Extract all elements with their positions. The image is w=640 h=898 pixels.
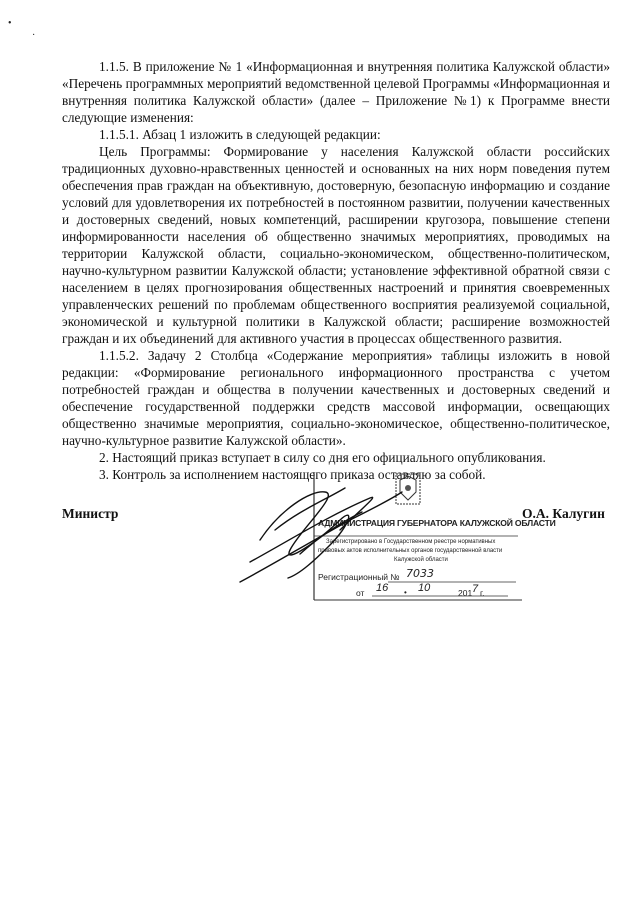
paragraph-1-1-5-2: 1.1.5.2. Задачу 2 Столбца «Содержание мероприятия» таблицы изложить в новой редакции: «Формирование регионального информационного пространства с учетом потребностей граждан и общества в получении качественных и достоверных сведений и обеспечение государственной поддержки средств массовой информации, освещающих общественно значимые мероприятия, социально-экономическое, общественно-политическое, научно-культурное развитие Калужской области». (62, 348, 610, 448)
stamp-date-year-prefix: 201 (458, 588, 473, 598)
paragraph-3-control: 3. Контроль за исполнением настоящего приказа оставляю за собой. (99, 467, 486, 482)
stamp-reg-label: Регистрационный № (318, 572, 400, 582)
scan-speck: · (32, 30, 36, 41)
paragraph-program-goal: Цель Программы: Формирование у населения Калужской области российских традиционных духовно-нравственных ценностей и основанных на них норм поведения путем обеспечения прав граждан на объективную, достоверную, безопасную информацию и создание условий для удовлетворения их потребностей в постоянном развитии, получении качественных и достоверных сведений, новых компетенций, расширении кругозора, повышение степени информированности населения об общественно значимых мероприятиях, проводимых на территории Калужской области, социально-экономическом, общественно-политическом, научно-культурном развитии Калужской области; установление эффективной обратной связи с населением в целях прогнозирования общественных настроений и принятия своевременных управленческих решений по проблемам общественного восприятия реализуемой социальной, экономической и культурной политики в Калужской области; расширение возможностей граждан и их объединений для активного участия в процессах общественного развития. (62, 144, 610, 346)
stamp-date-year-digit: 7 (472, 583, 479, 595)
handwritten-signature (230, 470, 410, 590)
signatory-position: Министр (62, 506, 119, 521)
paragraph-1-1-5-1: 1.1.5.1. Абзац 1 изложить в следующей редакции: (99, 127, 381, 142)
paragraph-1-1-5: 1.1.5. В приложение № 1 «Информационная и внутренняя политика Калужской области» «Перечень программных мероприятий ведомственной целевой Программы «Информационная и внутренняя политика Калужской области» (далее – Приложение №1) к Программе внести следующие изменения: (62, 59, 610, 125)
stamp-date-prefix: от (356, 588, 365, 598)
scan-speck: • (8, 18, 12, 29)
stamp-date-separator: • (404, 588, 407, 597)
stamp-line-1: Зарегистрировано в Государственном реестре нормативных (326, 539, 496, 545)
stamp-date-month: 10 (418, 582, 431, 594)
stamp-date-day: 16 (376, 582, 389, 594)
stamp-reg-number: 7033 (406, 567, 434, 580)
stamp-line-2: правовых актов исполнительных органов государственной власти (318, 548, 503, 554)
stamp-date-suffix: г. (480, 588, 485, 598)
stamp-header: АДМИНИСТРАЦИЯ ГУБЕРНАТОРА КАЛУЖСКОЙ ОБЛАСТИ (318, 518, 556, 528)
stamp-line-3: Калужской области (394, 557, 448, 563)
signatory-name: О.А. Калугин (522, 506, 605, 521)
paragraph-2-effective: 2. Настоящий приказ вступает в силу со дня его официального опубликования. (99, 450, 546, 465)
